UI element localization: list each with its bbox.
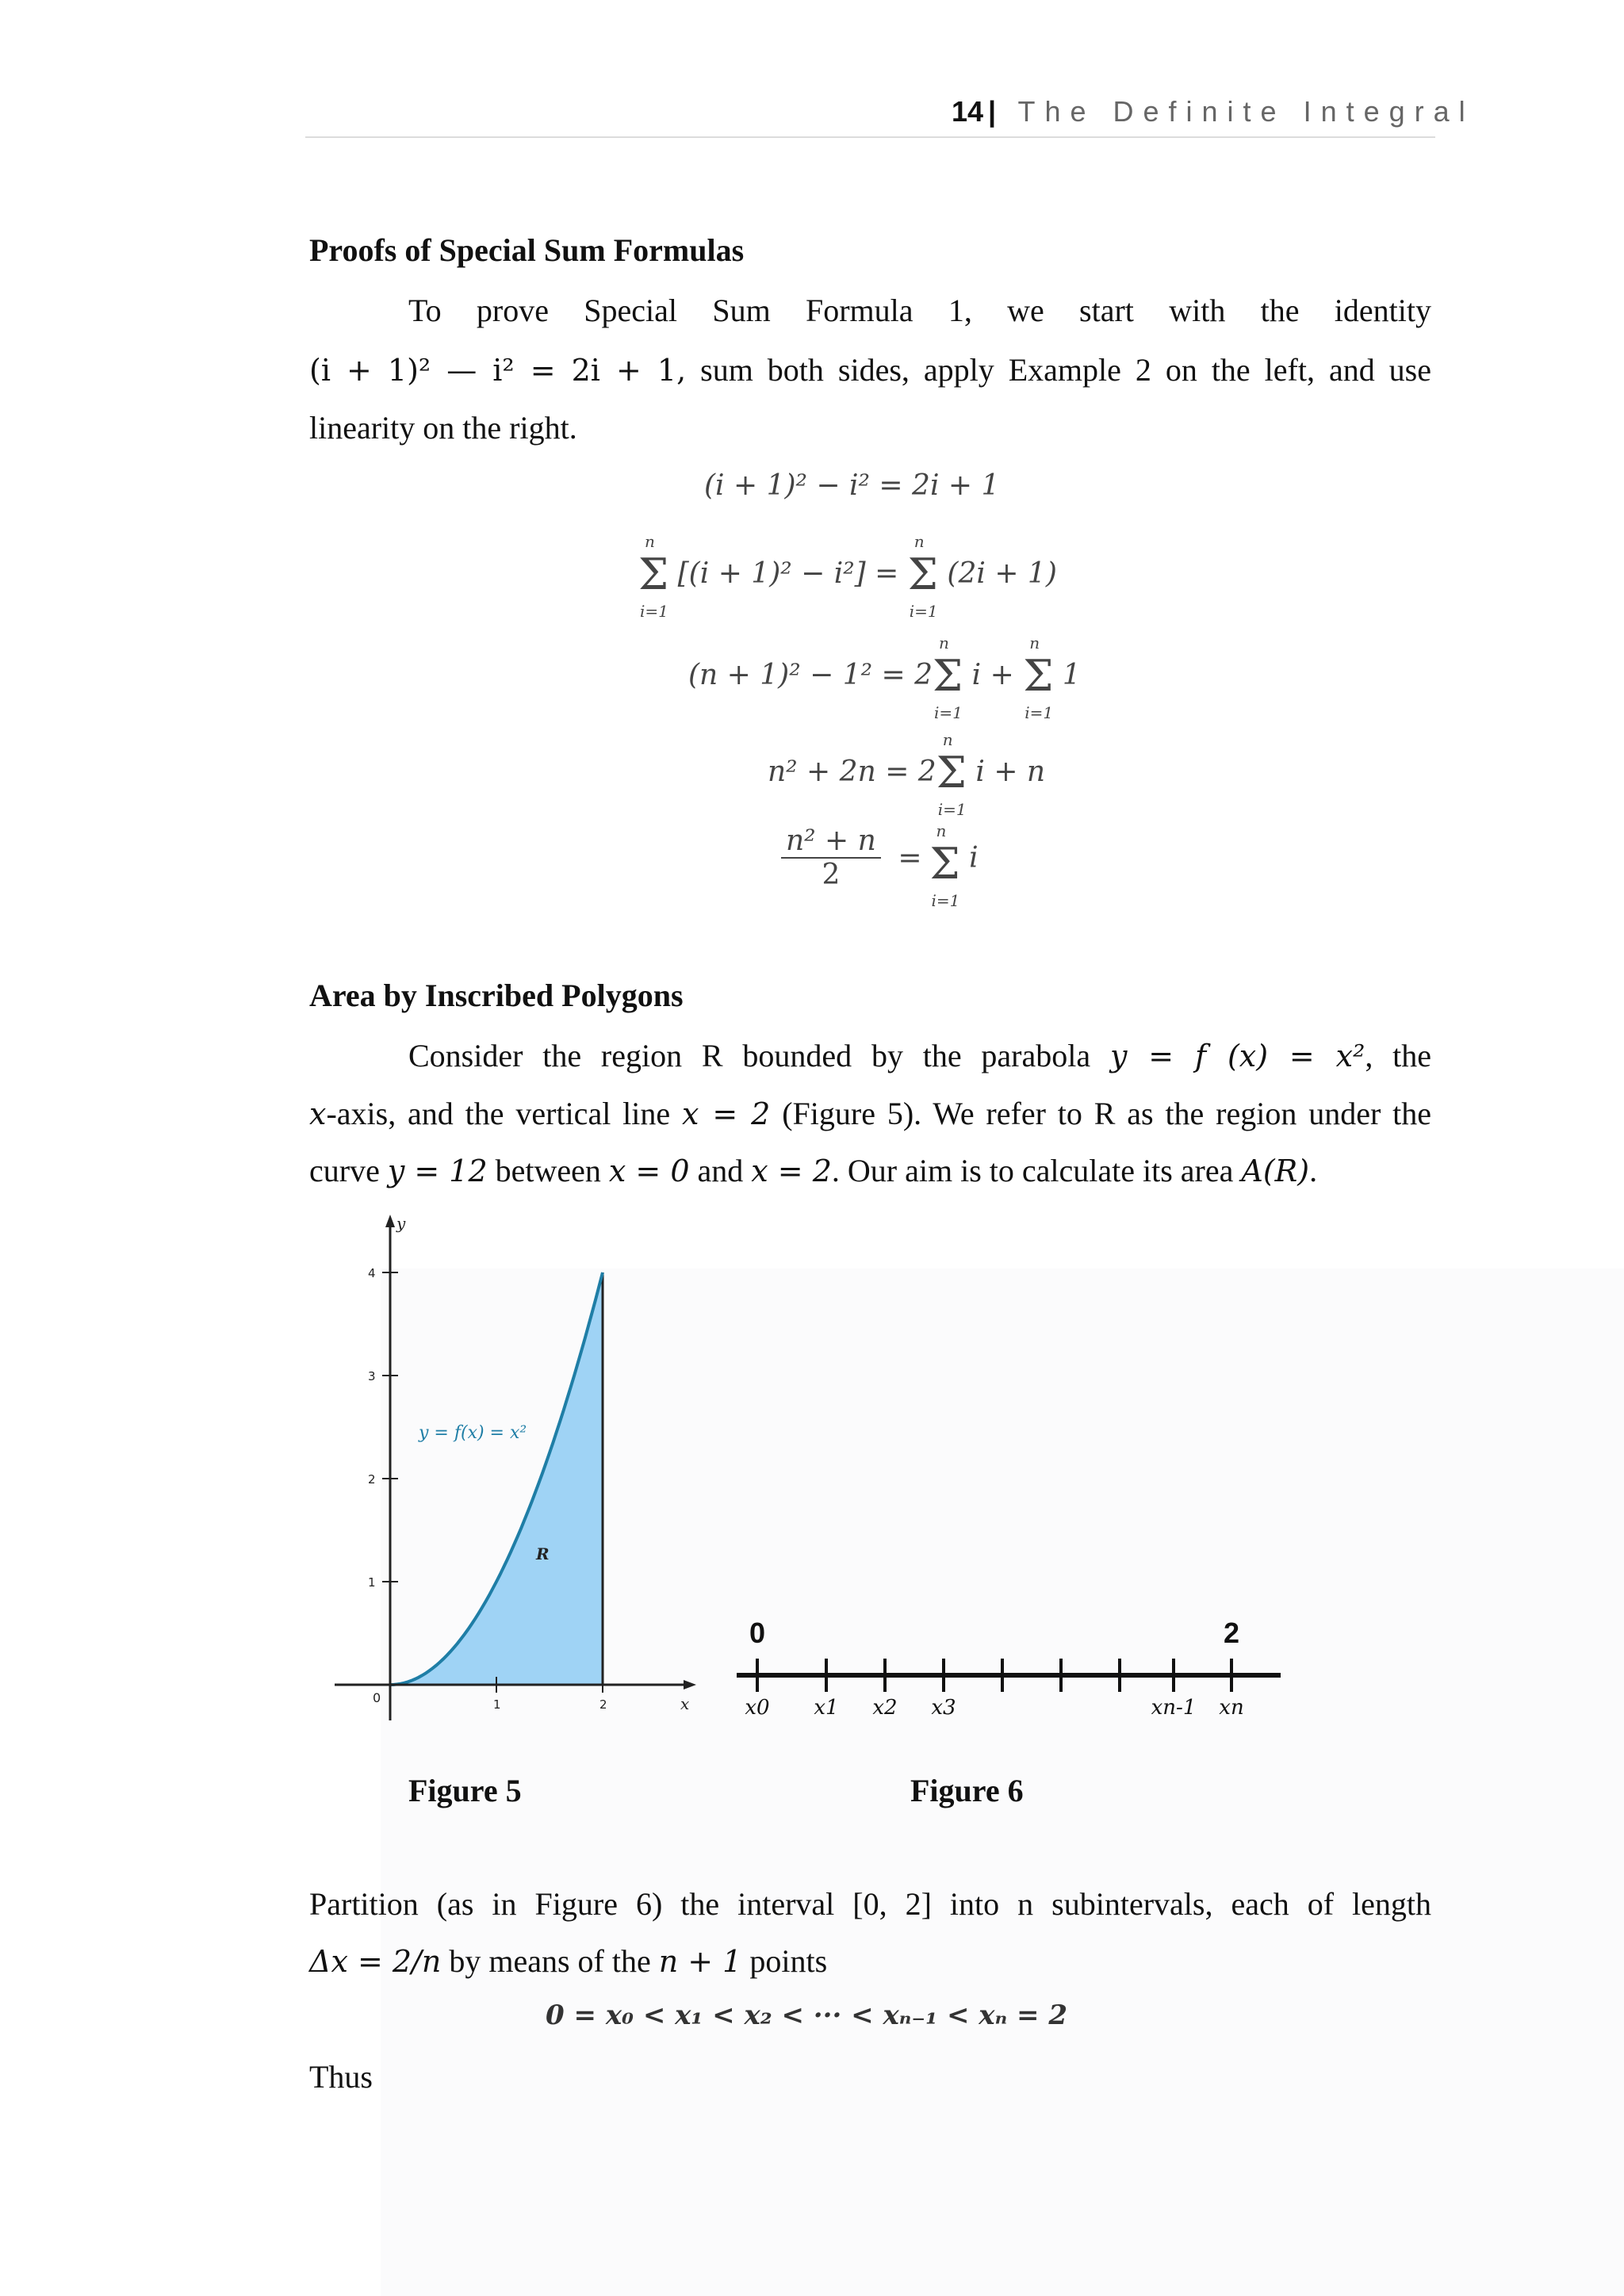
point-label: x3 bbox=[931, 1696, 956, 1720]
x-tick-label: 1 bbox=[493, 1697, 501, 1712]
origin-label: 0 bbox=[373, 1690, 381, 1705]
text: by means of the bbox=[441, 1943, 651, 1979]
eq-identity: (i + 1)² − i² = 2i + 1 bbox=[704, 469, 1000, 502]
sigma: Σ bbox=[638, 549, 669, 599]
text: Consider the region R bounded by the parabola bbox=[408, 1038, 1091, 1073]
sigma: Σ bbox=[936, 748, 967, 798]
text: curve bbox=[309, 1153, 380, 1188]
identity-math: (i + 1)² — i² = 2i + 1, bbox=[309, 353, 687, 388]
para-proof-line3: linearity on the right. bbox=[309, 410, 577, 446]
sum-upper: n bbox=[914, 532, 925, 551]
label-two: 2 bbox=[1223, 1617, 1240, 1649]
sum-lower: i=1 bbox=[909, 602, 938, 621]
math-x-eq-2: x = 2 bbox=[682, 1096, 771, 1131]
eq-simplified bbox=[768, 730, 1046, 819]
page-header bbox=[952, 95, 1475, 128]
page-number: 14 bbox=[952, 95, 984, 128]
y-tick-label: 2 bbox=[368, 1472, 376, 1487]
sum-lower: i=1 bbox=[1025, 703, 1054, 722]
para-area-line1 bbox=[309, 1027, 1431, 1085]
header-separator: | bbox=[988, 95, 997, 128]
text: , the bbox=[1365, 1038, 1432, 1073]
para-partition-line1: Partition (as in Figure 6) the interval [0, 2] into n subintervals, each of length bbox=[309, 1886, 1431, 1922]
figure5-caption: Figure 5 bbox=[408, 1773, 522, 1808]
point-label: x0 bbox=[745, 1696, 770, 1720]
text: and bbox=[689, 1153, 744, 1188]
sum-lower: i=1 bbox=[934, 703, 963, 722]
para-area-line2 bbox=[309, 1085, 1431, 1143]
math-parabola: y = f (x) = x² bbox=[1109, 1039, 1365, 1073]
eq3-mid: i + bbox=[971, 659, 1014, 691]
eq5-denominator: 2 bbox=[822, 859, 841, 891]
figure6-caption: Figure 6 bbox=[910, 1773, 1024, 1808]
x-axis-arrow bbox=[684, 1680, 696, 1689]
sigma: Σ bbox=[933, 651, 963, 701]
sigma: Σ bbox=[1023, 651, 1054, 701]
region-R bbox=[390, 1272, 603, 1685]
math-x: x bbox=[309, 1096, 327, 1131]
math-area: A(R) bbox=[1241, 1154, 1310, 1188]
para-partition-line2 bbox=[309, 1932, 1431, 1991]
eq5-equals: = bbox=[898, 841, 922, 874]
point-label: x1 bbox=[814, 1696, 839, 1720]
para-area-line3 bbox=[309, 1142, 1431, 1200]
text: -axis, and the vertical line bbox=[326, 1096, 671, 1131]
eq-expanded bbox=[688, 633, 1081, 722]
para-proof-line1: To prove Special Sum Formula 1, we start with the identity bbox=[408, 293, 1431, 328]
text: between bbox=[487, 1153, 601, 1188]
eq3-right: 1 bbox=[1062, 659, 1081, 691]
sum-lower: i=1 bbox=[640, 602, 668, 621]
eq4-right: i + n bbox=[975, 756, 1046, 788]
math-x-eq-2b: x = 2 bbox=[751, 1154, 832, 1188]
sigma: Σ bbox=[929, 839, 960, 889]
figure6-number-line bbox=[726, 1609, 1297, 1744]
eq-sum-both-sides bbox=[638, 532, 1057, 621]
eq4-left: n² + 2n = 2 bbox=[768, 756, 936, 788]
math-x-eq-0: x = 0 bbox=[608, 1154, 690, 1188]
sum-lower: i=1 bbox=[931, 891, 960, 910]
eq5-right: i bbox=[969, 841, 979, 874]
para-proof-line2-text: sum both sides, apply Example 2 on the left, and use bbox=[686, 352, 1431, 388]
sum-upper: n bbox=[936, 821, 947, 840]
x-tick-label: 2 bbox=[599, 1697, 607, 1712]
eq5-numerator: n² + n bbox=[781, 825, 881, 859]
y-tick-label: 4 bbox=[368, 1266, 376, 1280]
label-zero: 0 bbox=[749, 1617, 766, 1649]
sigma: Σ bbox=[907, 549, 938, 599]
partition-chain: 0 = x₀ < x₁ < x₂ < ··· < xₙ₋₁ < xₙ = 2 bbox=[546, 1999, 1067, 2031]
heading-proofs: Proofs of Special Sum Formulas bbox=[309, 232, 745, 268]
region-label: R bbox=[536, 1544, 550, 1563]
point-label: x2 bbox=[872, 1696, 898, 1720]
eq3-left: (n + 1)² − 1² = 2 bbox=[688, 659, 933, 691]
text: . bbox=[1309, 1153, 1318, 1188]
text: . Our aim is to calculate its area bbox=[831, 1153, 1234, 1188]
curve-label: y = f(x) = x² bbox=[419, 1423, 527, 1443]
eq2-left: [(i + 1)² − i²] = bbox=[677, 557, 899, 590]
text: (Figure 5). We refer to R as the region under the bbox=[770, 1096, 1432, 1131]
point-label: xn-1 bbox=[1151, 1696, 1197, 1720]
x-axis-label: x bbox=[680, 1694, 690, 1713]
sum-upper: n bbox=[939, 633, 949, 652]
running-title: The Definite Integral bbox=[1017, 95, 1475, 128]
point-label: xn bbox=[1219, 1696, 1244, 1720]
sum-upper: n bbox=[1029, 633, 1040, 652]
eq2-right: (2i + 1) bbox=[947, 557, 1057, 590]
y-axis-arrow bbox=[385, 1215, 395, 1227]
para-thus: Thus bbox=[309, 2059, 373, 2095]
y-axis-label: y bbox=[396, 1214, 406, 1233]
math-n-plus-1: n + 1 bbox=[658, 1944, 742, 1979]
y-tick-label: 3 bbox=[368, 1369, 376, 1383]
sum-lower: i=1 bbox=[937, 800, 967, 819]
eq-result bbox=[781, 821, 979, 910]
para-proof-line2 bbox=[309, 341, 1431, 400]
heading-area: Area by Inscribed Polygons bbox=[309, 978, 684, 1013]
sum-upper: n bbox=[645, 532, 655, 551]
math-delta-x: Δx = 2/n bbox=[309, 1944, 442, 1979]
sum-upper: n bbox=[942, 730, 953, 749]
text: points bbox=[741, 1943, 828, 1979]
math-y-eq-12: y = 12 bbox=[387, 1154, 488, 1188]
figure5-graph bbox=[317, 1213, 714, 1752]
header-rule bbox=[305, 136, 1435, 138]
y-tick-label: 1 bbox=[368, 1575, 376, 1590]
